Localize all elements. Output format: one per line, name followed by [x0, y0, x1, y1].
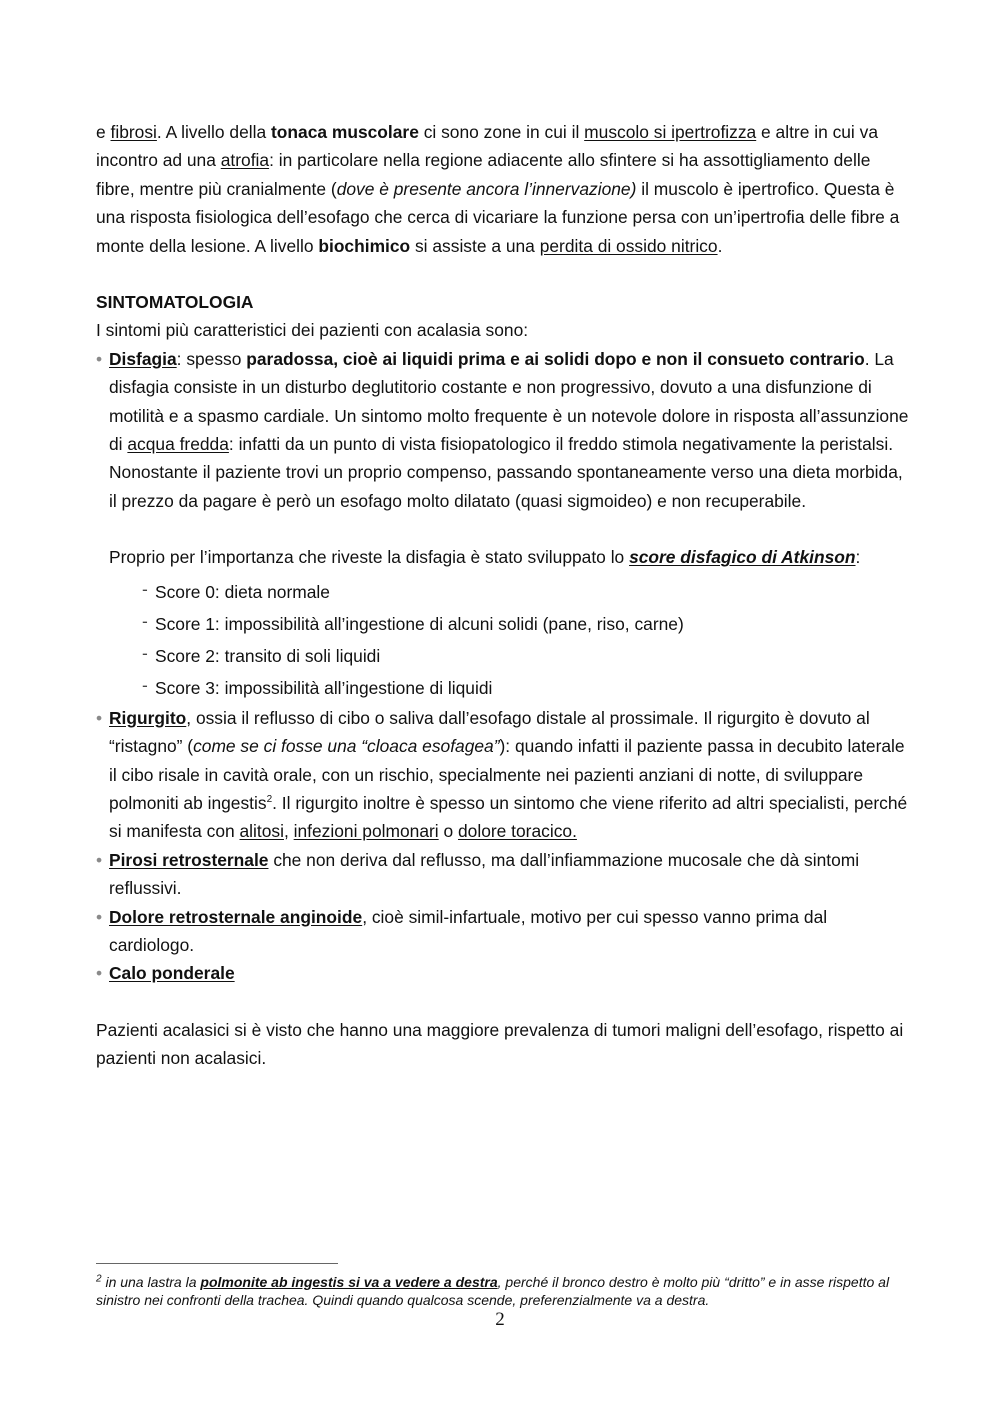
symptom-disfagia: [96, 345, 910, 515]
atkinson-term: score disfagico di Atkinson: [629, 547, 856, 568]
symptom-term: Dolore retrosternale anginoide: [109, 906, 363, 927]
symptom-dolore: [96, 903, 910, 960]
text-span: o: [438, 821, 458, 842]
text-span: : infatti da un punto di vista fisiopatologico il freddo stimola negativamente la peristalsi. Nonostante il paziente trovi un proprio compenso, passando spontaneamente verso una dieta morbida, il prezzo da pagare è però un esofago molto dilatato (quasi sigmoideo) e non recuperabile.: [109, 434, 903, 511]
underlined-term: dolore toracico.: [458, 821, 577, 842]
symptom-term: Disfagia: [109, 348, 177, 369]
footnote-number: 2: [96, 1273, 102, 1285]
text-span: il muscolo è ipertrofico. Questa è una risposta fisiologica dell’esofago che cerca di vicariare la funzione persa con un’ipertrofia delle fibre a monte della lesione. A livello: [96, 178, 900, 256]
symptom-calo: [96, 959, 910, 987]
bold-term: polmonite ab ingestis si va a vedere a destra: [200, 1274, 498, 1290]
text-span: Proprio per l’importanza che riveste la disfagia è stato sviluppato lo: [109, 547, 630, 568]
underlined-term: perdita di ossido nitrico: [539, 235, 718, 256]
symptom-list: [96, 345, 910, 515]
text-span: , ossia il reflusso di cibo o saliva dall’esofago distale al prossimale. Il rigurgito è dovuto al “ristagno” (: [109, 707, 870, 757]
underlined-term: fibrosi: [110, 122, 157, 142]
text-span: : in particolare nella regione adiacente allo sfintere si ha assottigliamento delle fibre, mentre più cranialmente (: [96, 150, 871, 199]
text-span: che non deriva dal reflusso, ma dall’infiammazione mucosale che dà sintomi reflussivi.: [109, 849, 860, 899]
symptom-term: Rigurgito: [109, 707, 187, 728]
bold-term: paradossa, cioè ai liquidi prima e ai solidi dopo e non il consueto contrario: [246, 348, 865, 369]
text-span: , cioè simil-infartuale, motivo per cui spesso vanno prima dal cardiologo.: [109, 906, 828, 955]
text-span: e: [96, 122, 111, 142]
symptom-term: Pirosi retrosternale: [109, 849, 269, 870]
symptom-pirosi: [96, 846, 910, 903]
bold-term: biochimico: [318, 235, 411, 256]
text-span: ci sono zone in cui il: [418, 122, 585, 142]
footnote-ref: 2: [266, 794, 273, 806]
bold-term: tonaca muscolare: [270, 122, 419, 142]
page-number: 2: [495, 1309, 505, 1330]
text-span: . Il rigurgito inoltre è spesso un sintomo che viene riferito ad altri specialisti, perché si manifesta con: [109, 792, 908, 842]
italic-span: come se ci fosse una “cloaca esofagea”: [193, 736, 500, 757]
text-span: ): quando infatti il paziente passa in decubito laterale il cibo risale in cavità orale, con un rischio, specialmente nei pazienti anziani di notte, di sviluppare polmoniti ab ingestis: [109, 736, 905, 813]
score-item: - Score 2: transito di soli liquidi: [142, 640, 910, 672]
section-heading: SINTOMATOLOGIA: [96, 292, 254, 313]
atkinson-score-list: [96, 576, 910, 704]
section-lead: I sintomi più caratteristici dei pazienti con acalasia sono:: [96, 320, 529, 341]
underlined-term: muscolo si ipertrofizza: [584, 122, 757, 142]
underlined-term: alitosi: [239, 821, 284, 842]
score-item: - Score 3: impossibilità all’ingestione di liquidi: [142, 672, 910, 704]
footnote: [96, 1273, 916, 1309]
intro-paragraph: [96, 118, 910, 260]
text-span: , perché il bronco destro è molto più “dritto” e in asse rispetto al sinistro nei confronti della trachea. Quindi quando qualcosa scende, preferenzialmente va a destra.: [96, 1274, 890, 1308]
italic-span: dove è presente ancora l’innervazione): [336, 178, 637, 199]
symptom-rigurgito: [96, 704, 910, 846]
footnote-separator: [96, 1263, 338, 1264]
symptom-term: Calo ponderale: [109, 963, 235, 984]
symptom-list-continued: [96, 704, 910, 988]
text-span: ,: [283, 821, 294, 842]
text-span: . A livello della: [156, 122, 271, 142]
text-span: e altre in cui va incontro ad una: [96, 122, 878, 171]
text-span: : spesso: [176, 348, 247, 369]
text-span: :: [855, 547, 861, 568]
atkinson-intro: [96, 543, 910, 571]
underlined-term: acqua fredda: [127, 434, 229, 455]
text-span: si assiste a una: [410, 235, 540, 256]
text-span: in una lastra la: [101, 1274, 201, 1290]
text-span: .: [717, 235, 723, 256]
closing-paragraph: Pazienti acalasici si è visto che hanno una maggiore prevalenza di tumori maligni dell’esofago, rispetto ai pazienti non acalasici.: [96, 1019, 904, 1069]
score-item: - Score 0: dieta normale: [142, 576, 910, 608]
underlined-term: infezioni polmonari: [293, 821, 439, 842]
page-content: [96, 118, 910, 1073]
score-item: - Score 1: impossibilità all’ingestione di alcuni solidi (pane, riso, carne): [142, 608, 910, 640]
text-span: . La disfagia consiste in un disturbo deglutitorio costante e non progressivo, dovuto a una disfunzione di motilità e a spasmo cardiale. Un sintomo molto frequente è un notevole dolore in risposta all’assunzione di: [109, 348, 909, 455]
underlined-term: atrofia: [220, 150, 270, 171]
